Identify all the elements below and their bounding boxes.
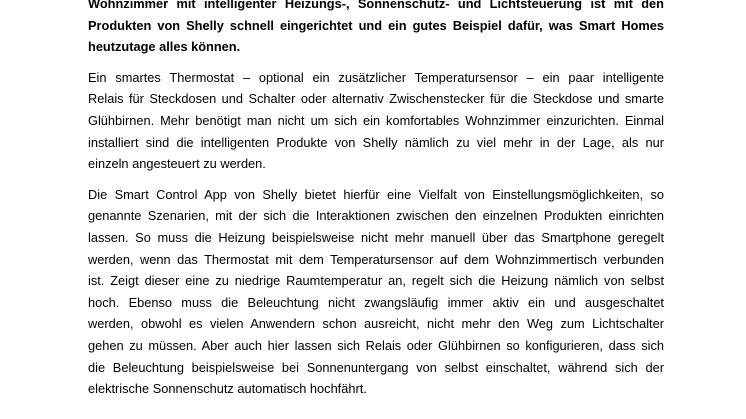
paragraph-line: installiert sind die intelligenten Produkte von Shelly nämlich zu viel mehr in der Lage, als nur [88,134,664,150]
paragraph-line: hoch. Ebenso muss die Beleuchtung nicht zwangsläufig immer aktiv ein und ausgeschaltet [88,294,664,310]
paragraph-line: einzeln angesteuert zu werden. [88,156,266,172]
lead-line: Wohnzimmer mit intelligenter Heizungs-, Sonnenschutz- und Lichtsteuerung ist mit den [88,0,664,11]
document-page [88,0,664,409]
lead-paragraph [88,0,664,58]
paragraph-line: Die Smart Control App von Shelly bietet hierfür eine Vielfalt von Einstellungsmöglichkeiten, so [88,186,664,202]
lead-line: Produkten von Shelly schnell eingerichtet und ein gutes Beispiel dafür, was Smart Homes [88,17,664,33]
paragraph-line: werden, obwohl es vielen Anwendern schon ausreicht, nicht mehr den Weg zum Lichtschalter [88,316,664,332]
body-paragraph-1 [88,67,664,175]
paragraph-line: gehen zu müssen. Aber auch hier lassen sich Relais oder Glühbirnen so konfigurieren, dass sich [88,337,664,353]
paragraph-line: lassen. So muss die Heizung beispielsweise nicht mehr manuell über das Smartphone geregelt [88,229,664,245]
paragraph-line: ist. Zeigt dieser eine zu niedrige Raumtemperatur an, regelt sich die Heizung nämlich von selbst [88,273,664,289]
paragraph-line: genannte Szenarien, mit der sich die Interaktionen zwischen den einzelnen Produkten einrichten [88,208,664,224]
lead-line: heutzutage alles können. [88,39,241,55]
paragraph-line: Relais für Steckdosen und Schalter oder alternativ Zwischenstecker für die Steckdose und smarte [88,91,664,107]
paragraph-line: elektrische Sonnenschutz automatisch hochfährt. [88,381,367,397]
paragraph-line: Ein smartes Thermostat – optional ein zusätzlicher Temperatursensor – ein paar intelligente [88,69,664,85]
paragraph-line: Glühbirnen. Mehr benötigt man nicht um sich ein komfortables Wohnzimmer einzurichten. Einmal [88,112,664,128]
body-paragraph-2 [88,184,664,400]
paragraph-line: werden, wenn das Thermostat mit dem Temperatursensor auf dem Wohnzimmertisch verbunden [88,251,664,267]
paragraph-line: die Beleuchtung beispielsweise bei Sonnenuntergang von selbst einschaltet, während sich der [88,359,664,375]
